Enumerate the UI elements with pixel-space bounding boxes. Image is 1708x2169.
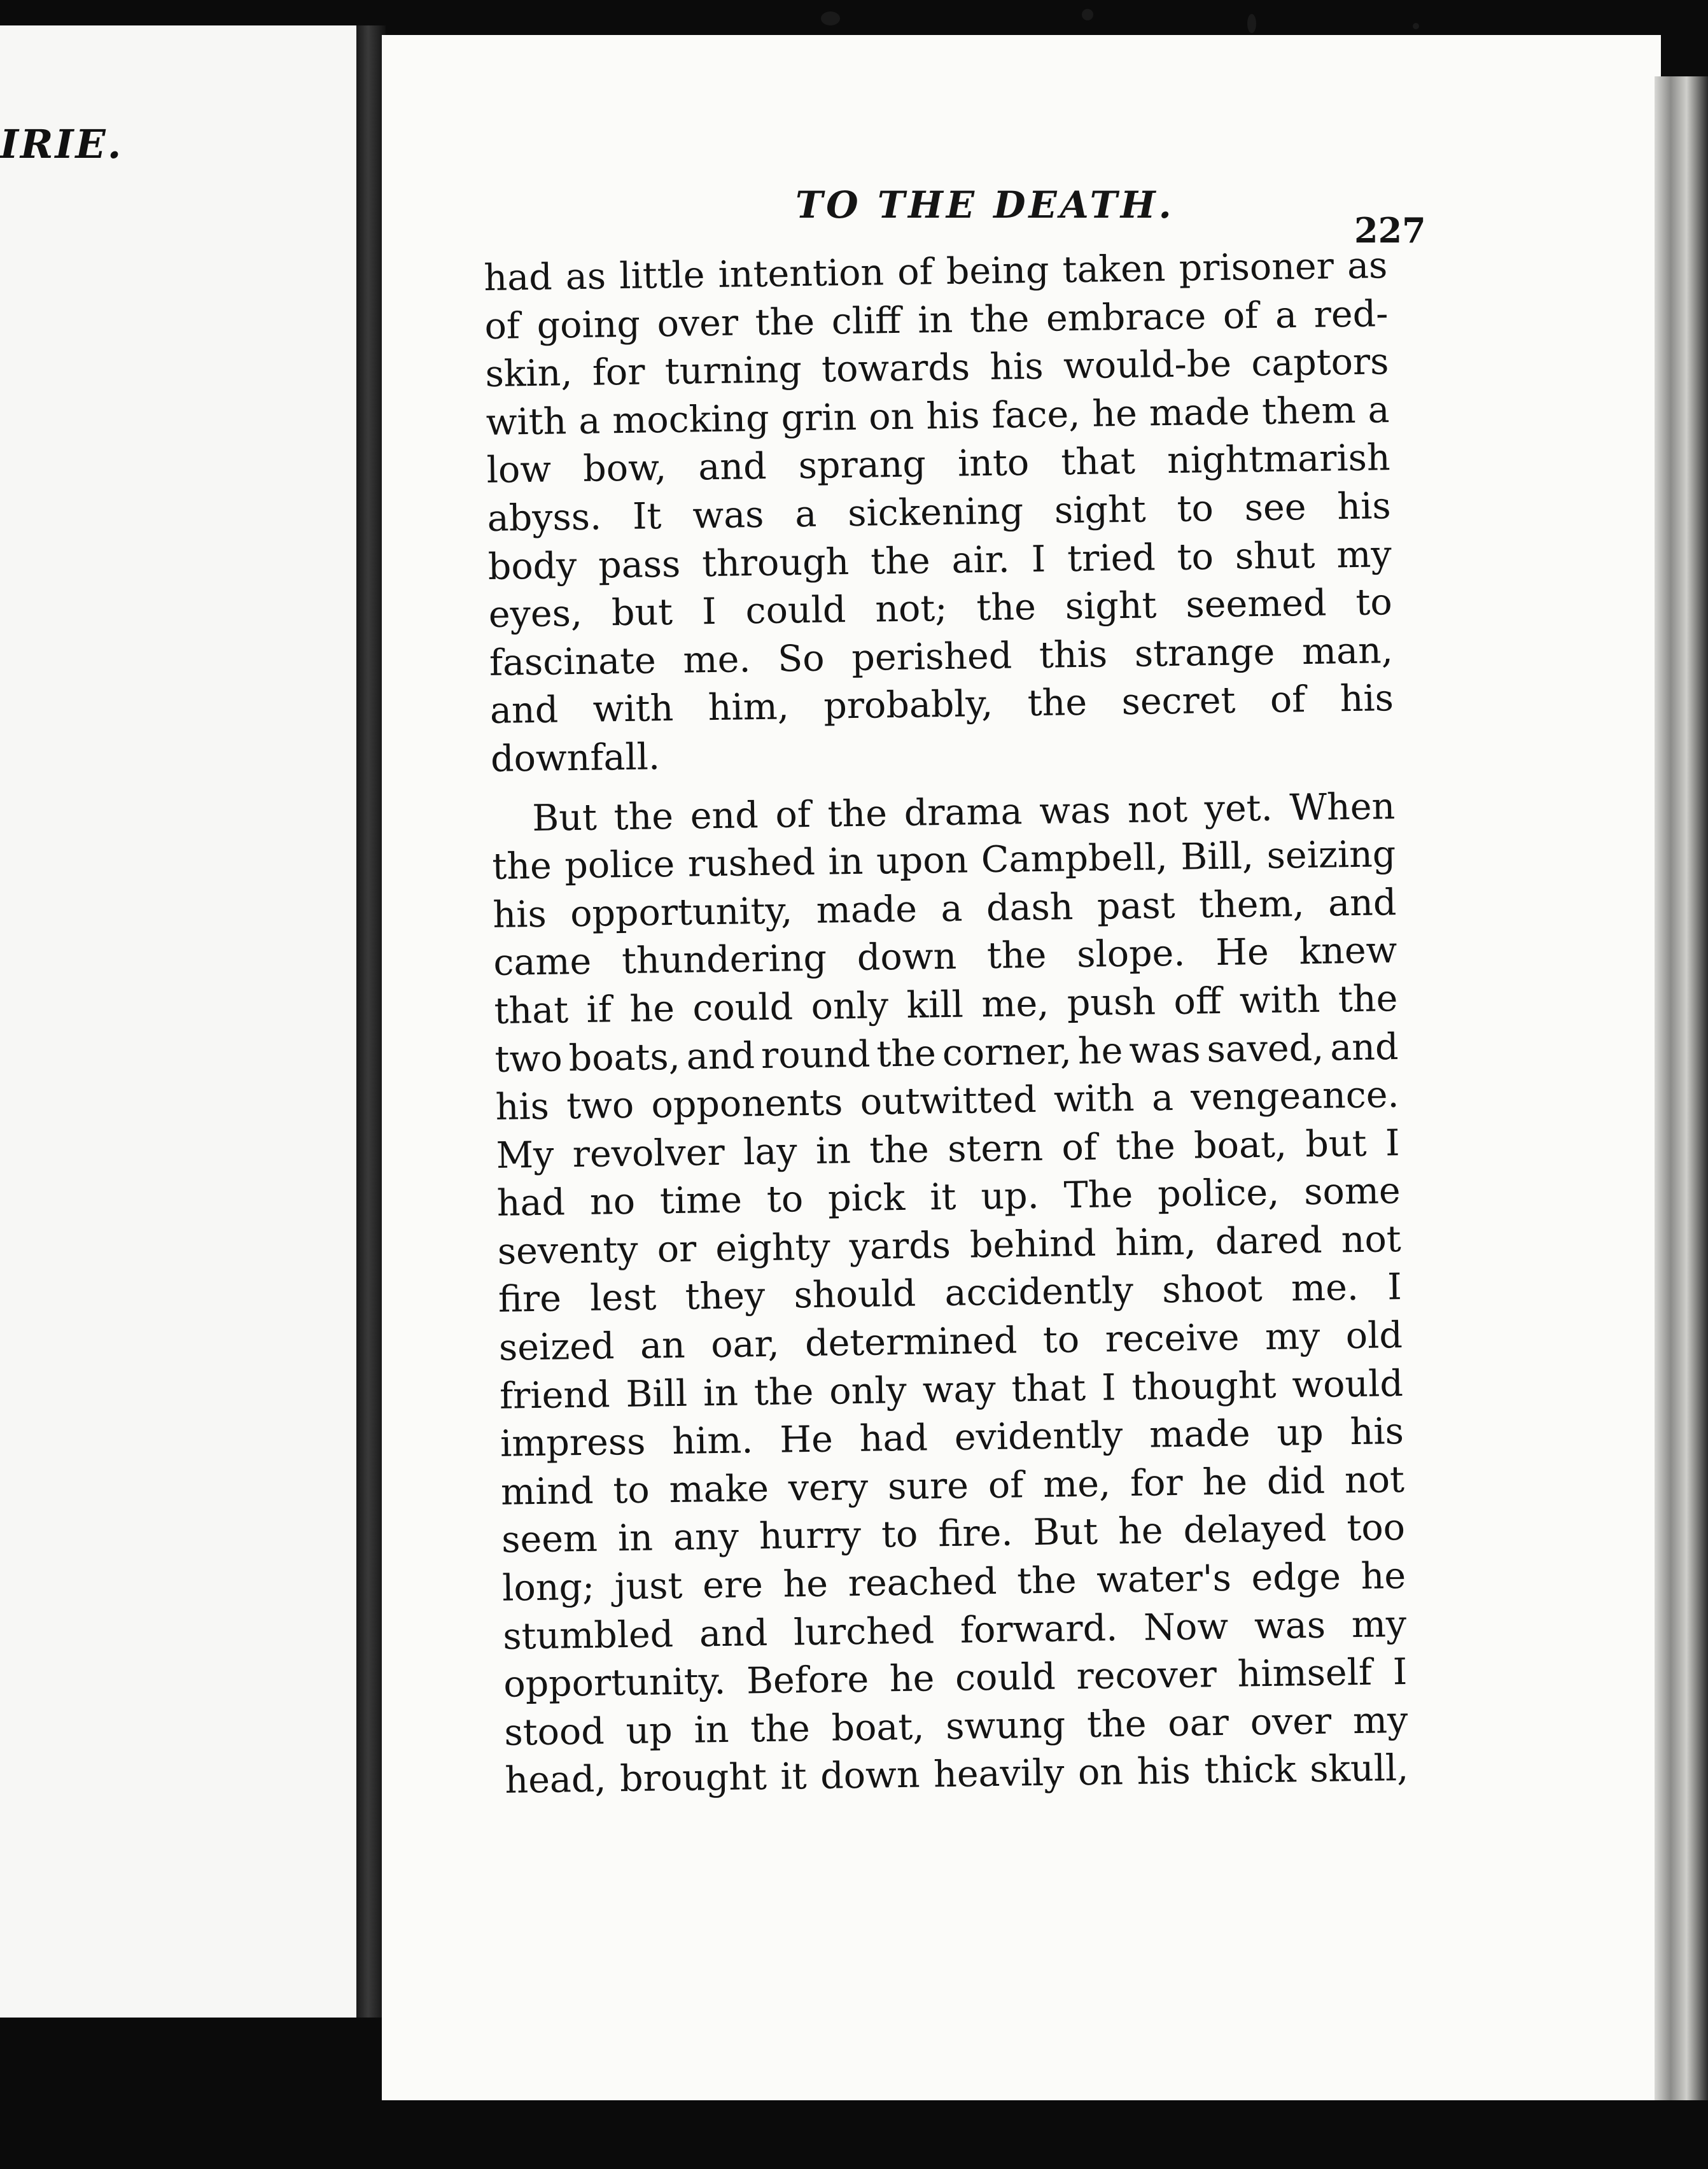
text-line: had no time to pick it up. The police, some — [496, 1170, 1401, 1225]
text-line: of going over the cliff in the embrace of a red- — [484, 292, 1389, 347]
text-line: mind to make very sure of me, for he did not — [500, 1458, 1405, 1513]
text-line: body pass through the air. I tried to shut my — [487, 533, 1392, 588]
running-head: TO THE DEATH. — [795, 183, 1175, 227]
text-line: friend Bill in the only way that I thought would — [499, 1362, 1404, 1417]
text-line: seventy or eighty yards behind him, dared not — [497, 1218, 1402, 1273]
text-line: seized an oar, determined to receive my old — [498, 1314, 1403, 1369]
page-edge — [1655, 76, 1708, 2100]
scan-speck — [1247, 14, 1256, 33]
text-line: stumbled and lurched forward. Now was my — [502, 1603, 1407, 1658]
text-line: with a mocking grin on his face, he made them a — [486, 388, 1390, 444]
text-line: downfall. — [490, 736, 661, 780]
text-line: stood up in the boat, swung the oar over my — [503, 1699, 1408, 1754]
scan-speck — [1082, 9, 1093, 20]
left-running-head: IRIE. — [0, 121, 123, 167]
text-line: seem in any hurry to fire. But he delayed too — [501, 1506, 1406, 1562]
text-line: abyss. It was a sickening sight to see his — [487, 485, 1392, 540]
text-line: fire lest they should accidently shoot me. I — [498, 1266, 1403, 1321]
text-line: My revolver lay in the stern of the boat, but I — [496, 1121, 1400, 1177]
text-line: fascinate me. So perished this strange man, — [489, 629, 1394, 684]
text-line: opportunity. Before he could recover himself I — [503, 1651, 1408, 1706]
text-line: long; just ere he reached the water's edge he — [501, 1555, 1406, 1610]
text-line: his opportunity, made a dash past them, and — [493, 881, 1397, 936]
text-line: eyes, but I could not; the sight seemed to — [488, 581, 1393, 636]
text-line: But the end of the drama was not yet. When — [531, 785, 1396, 839]
text-line: had as little intention of being taken prisoner as — [484, 244, 1388, 299]
body-text — [484, 242, 1409, 1806]
text-line: his two opponents outwitted with a vengeance. — [495, 1074, 1400, 1128]
text-line: low bow, and sprang into that nightmarish — [486, 437, 1391, 492]
text-line: came thundering down the slope. He knew — [493, 929, 1397, 985]
left-page — [0, 25, 360, 2018]
text-line: two boats, and round the corner, he was saved, and — [494, 1025, 1399, 1081]
text-line: head, brought it down heavily on his thick skull, — [505, 1747, 1409, 1802]
text-line: the police rushed in upon Campbell, Bill, seizing — [491, 833, 1396, 888]
text-line: impress him. He had evidently made up his — [500, 1410, 1404, 1466]
scan-speck — [821, 11, 840, 25]
text-line: that if he could only kill me, push off with the — [494, 977, 1398, 1032]
text-line: and with him, probably, the secret of his — [489, 677, 1394, 733]
scan-speck — [1413, 23, 1419, 29]
text-line: skin, for turning towards his would-be captors — [485, 340, 1389, 396]
page-number: 227 — [1354, 210, 1426, 251]
